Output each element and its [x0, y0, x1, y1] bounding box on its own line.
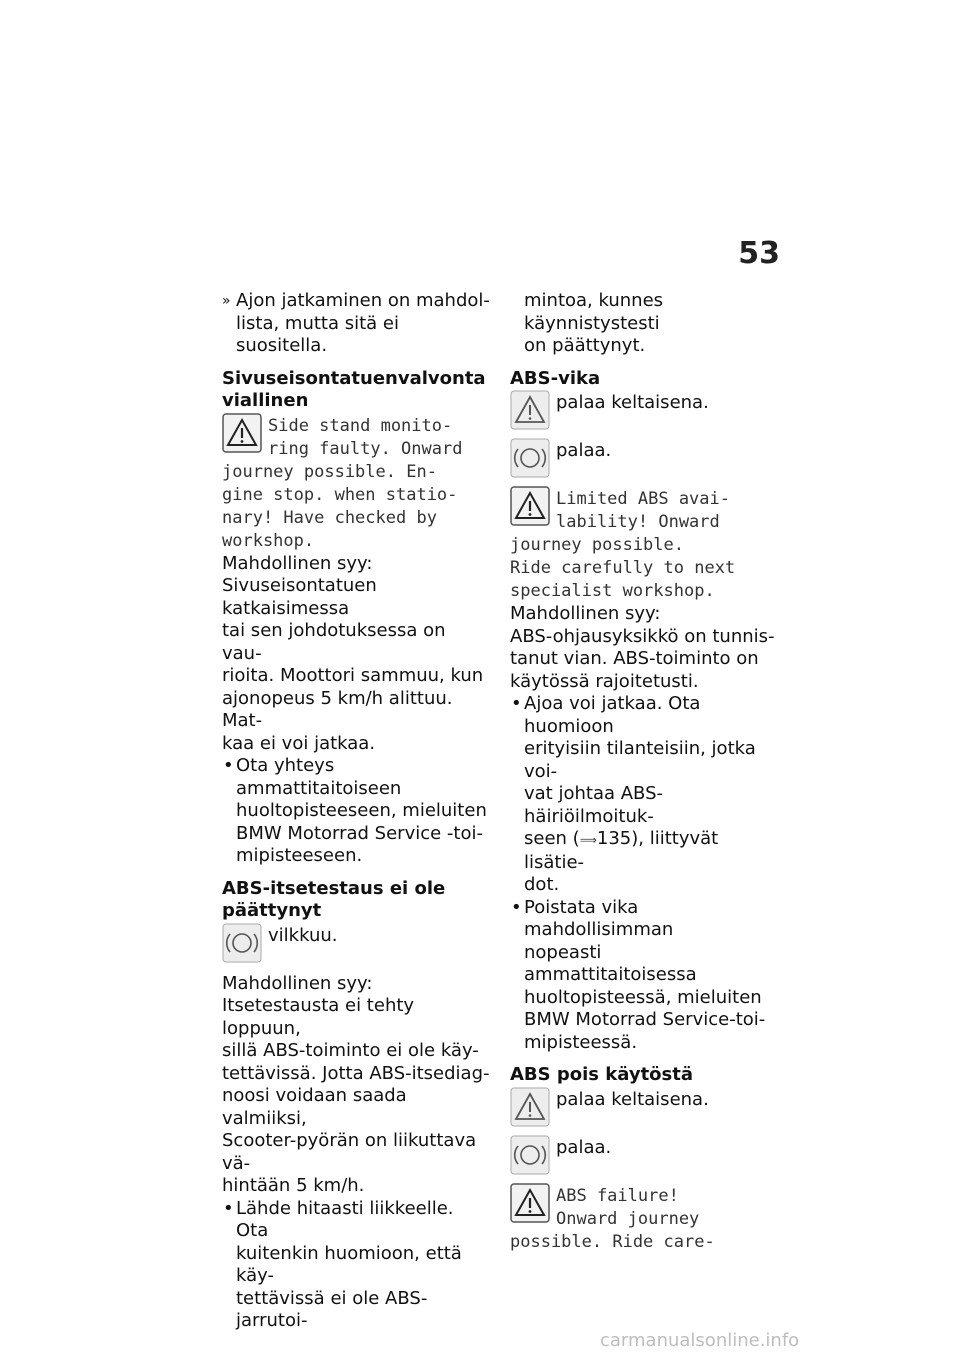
- bullet-dot-icon: •: [511, 693, 522, 714]
- page-reference-icon: ⟹: [579, 833, 597, 847]
- warning-triangle-icon: [510, 486, 550, 526]
- cause-label: Mahdollinen syy:: [510, 603, 661, 624]
- abs-indicator-icon: [510, 1135, 550, 1175]
- warning-triangle-icon: [510, 390, 550, 430]
- section-heading-abs-fault: ABS-vika: [510, 367, 601, 389]
- left-column: [222, 290, 490, 1333]
- section-heading-side-stand: Sivuseisontatuenvalvonta viallinen: [222, 367, 486, 411]
- section-heading-abs-selftest: ABS-itsetestaus ei ole päättynyt: [222, 877, 446, 921]
- abs-fault-abs-indicator: palaa.: [510, 438, 778, 478]
- intro-paragraph: » Ajon jatkaminen on mahdol- lista, mutta sitä ei suositella.: [222, 290, 490, 356]
- cause-text: ABS-ohjausyksikkö on tunnis- tanut vian. ABS-toiminto on käytössä rajoitetusti.: [510, 625, 775, 692]
- bullet-dot-icon: •: [223, 755, 234, 776]
- abs-off-display-message-cont: possible. Ride care-: [510, 1231, 715, 1252]
- cause-text: Sivuseisontatuen katkaisimessa tai sen johdotuksessa on vau- rioita. Moottori sammuu, kun ajonopeus 5 km/h alittuu. Mat- kaa ei voi jatkaa.: [222, 575, 484, 754]
- bullet-item: • Poistata vika mahdollisimman nopeasti ammattitaitoisessa huoltopisteessä, mieluiten BMW Motorrad Service-toi- mipisteessä.: [511, 896, 766, 1053]
- cause-text: Itsetestausta ei tehty loppuun, sillä ABS-toiminto ei ole käy- tettävissä. Jotta ABS-itsediag- noosi voidaan saada valmiiksi, Scooter-pyörän on liikuttava vä- hintään 5 km/h.: [222, 995, 490, 1196]
- abs-fault-warning-indicator: palaa keltaisena.: [510, 390, 778, 430]
- abs-off-warning-indicator: palaa keltaisena.: [510, 1087, 778, 1127]
- side-stand-display-message-cont: journey possible. En- gine stop. when statio- nary! Have checked by workshop.: [222, 461, 458, 551]
- warning-triangle-icon: [510, 1183, 550, 1223]
- continued-paragraph: mintoa, kunnes käynnistystesti on päättynyt.: [524, 290, 664, 356]
- section-heading-abs-off: ABS pois käytöstä: [510, 1064, 694, 1085]
- bullet-dot-icon: •: [511, 896, 522, 918]
- page-number: 53: [738, 236, 780, 271]
- watermark: carmanualsonline.info: [600, 1330, 800, 1351]
- abs-fault-display-message-cont: journey possible. Ride carefully to next specialist workshop.: [510, 535, 736, 601]
- abs-indicator-icon: [510, 438, 550, 478]
- right-column: [510, 290, 778, 1254]
- abs-off-display-message: ABS failure! Onward journey: [510, 1183, 778, 1231]
- page-reference-link[interactable]: 135: [596, 828, 632, 849]
- chevron-right-icon: »: [222, 293, 231, 309]
- abs-indicator-icon: [222, 923, 262, 963]
- side-stand-display-message: Side stand monito- ring faulty. Onward: [222, 413, 490, 461]
- bullet-dot-icon: •: [223, 1197, 234, 1219]
- bullet-item: • Ajoa voi jatkaa. Ota huomioon erityisiin tilanteisiin, jotka voi- vat johtaa ABS-häiriöilmoituk- seen (⟹135), liittyvät lisätie- dot.: [511, 693, 756, 895]
- cause-label: Mahdollinen syy:: [222, 552, 373, 574]
- warning-triangle-icon: [222, 413, 262, 453]
- warning-triangle-icon: [510, 1087, 550, 1127]
- abs-off-abs-indicator: palaa.: [510, 1135, 778, 1175]
- cause-label: Mahdollinen syy:: [222, 972, 373, 994]
- bullet-item: • Ota yhteys ammattitaitoiseen huoltopisteeseen, mieluiten BMW Motorrad Service -toi- mipisteeseen.: [223, 755, 487, 866]
- bullet-item: • Lähde hitaasti liikkeelle. Ota kuitenkin huomioon, että käy- tettävissä ei ole ABS-jarrutoi-: [223, 1197, 462, 1331]
- abs-selftest-indicator: vilkkuu.: [222, 923, 490, 963]
- abs-fault-display-message: Limited ABS avai- lability! Onward: [510, 486, 778, 534]
